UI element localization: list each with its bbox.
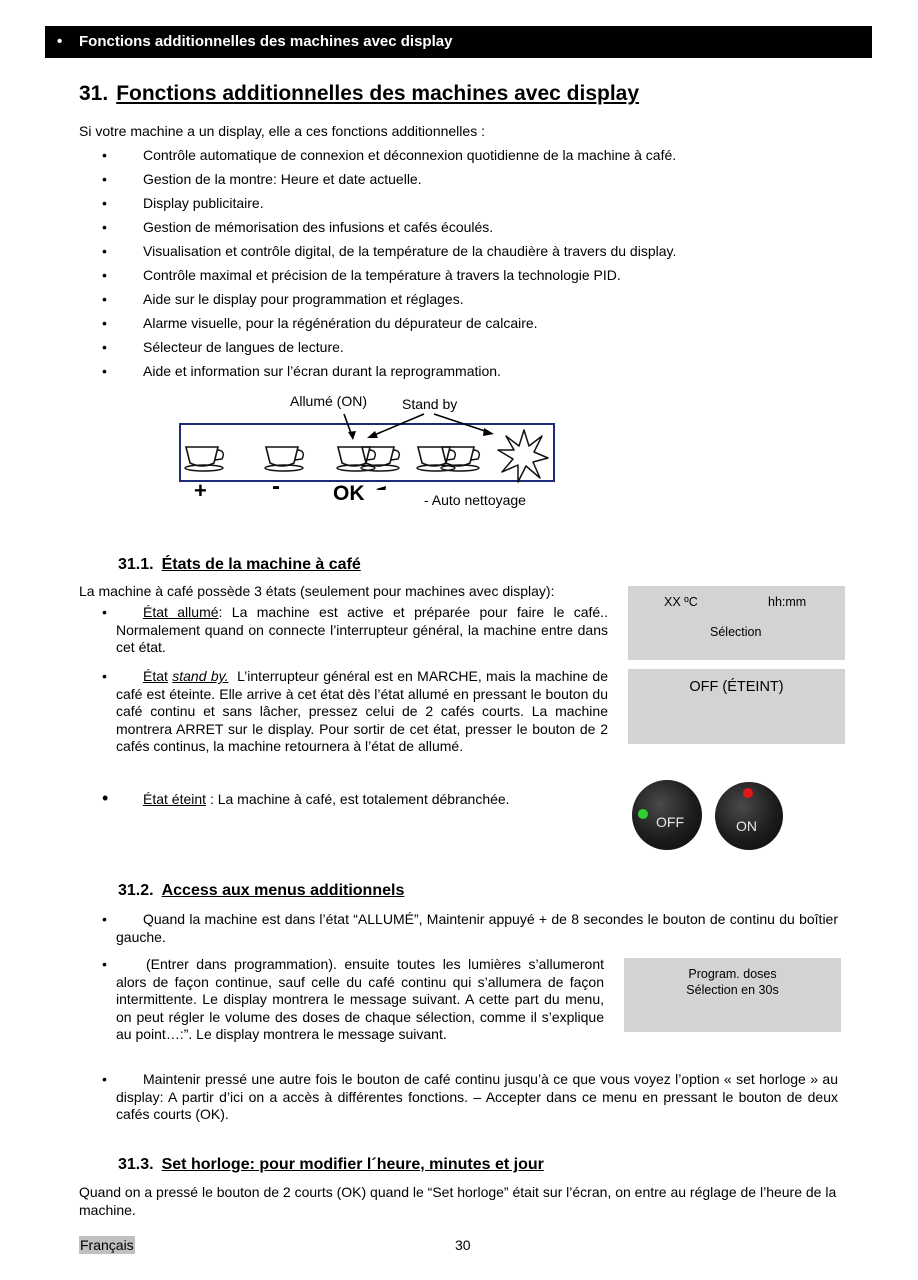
state-standby-prefix: État <box>143 668 168 684</box>
bullet: • <box>102 315 107 331</box>
section-311-intro: La machine à café possède 3 états (seulement pour machines avec display): <box>79 583 555 599</box>
bullet: • <box>102 956 107 972</box>
section-31-intro: Si votre machine a un display, elle a ces fonctions additionnelles : <box>79 123 485 139</box>
section-311-number: 31.1. <box>118 556 154 573</box>
display-off-text: OFF (ÉTEINT) <box>689 679 784 695</box>
section-311-title: États de la machine à café <box>161 556 361 573</box>
list-item-text: Gestion de mémorisation des infusions et cafés écoulés. <box>143 219 494 235</box>
bullet: • <box>102 195 107 211</box>
section-313-text: Quand on a pressé le bouton de 2 courts (OK) quand le “Set horloge” était sur l’écran, on entre au réglage de l’heure de la machine. <box>79 1184 837 1218</box>
section-311-heading <box>118 556 361 574</box>
arrow-standby-left <box>367 414 424 438</box>
bullet: • <box>102 291 107 307</box>
section-313-heading <box>118 1156 544 1174</box>
bullet: • <box>102 604 107 620</box>
knob-on-label: ON <box>736 818 757 834</box>
bullet: • <box>102 267 107 283</box>
single-cup-icon <box>265 447 303 471</box>
key-plus-label: + <box>194 478 207 503</box>
list-item-text: Aide et information sur l’écran durant la reprogrammation. <box>143 363 501 379</box>
feature-list <box>102 146 862 386</box>
list-item <box>102 290 862 314</box>
list-item <box>102 146 862 170</box>
section-312-title: Access aux menus additionnels <box>161 882 405 899</box>
label-on: Allumé (ON) <box>290 393 368 409</box>
list-item-text: Sélecteur de langues de lecture. <box>143 339 344 355</box>
display-line-2: Sélection en 30s <box>686 983 779 997</box>
key-ok-label: OK <box>333 482 365 505</box>
green-led-indicator <box>638 809 648 819</box>
list-item <box>102 170 862 194</box>
section-31-title: Fonctions additionnelles des machines avec display <box>116 82 640 105</box>
red-led-indicator <box>743 788 753 798</box>
bullet: • <box>102 147 107 163</box>
display-line-1: Program. doses <box>688 967 777 981</box>
state-standby-paragraph <box>116 668 608 756</box>
bullet: • <box>102 339 107 355</box>
single-cup-icon <box>185 447 223 471</box>
arrow-autoclean <box>376 486 422 490</box>
header-title: Fonctions additionnelles des machines avec display <box>79 33 453 50</box>
bullet: • <box>102 911 107 927</box>
display-off-state <box>628 669 845 744</box>
list-item-text: Display publicitaire. <box>143 195 264 211</box>
label-autoclean: - Auto nettoyage <box>424 492 526 508</box>
on-knob <box>715 782 783 850</box>
section-31-number: 31. <box>79 82 109 105</box>
state-off-text: : La machine à café, est totalement débranchée. <box>209 791 510 807</box>
list-item <box>102 218 862 242</box>
double-cup-icon <box>337 447 399 471</box>
list-item <box>102 266 862 290</box>
footer-language: Français <box>80 1237 134 1253</box>
key-minus-label: - <box>272 473 280 500</box>
arrow-standby-right <box>434 414 494 436</box>
display-time: hh:mm <box>768 595 807 609</box>
arrow-on <box>344 414 356 440</box>
section-313-number: 31.3. <box>118 1156 154 1173</box>
bullet: • <box>102 363 107 379</box>
state-standby-text: L’interrupteur général est en MARCHE, mais la machine de café est éteinte. Elle arrive à cet état dès l’état allumé en pressant le bouton du café continu et sans lâcher, pressez celui de 2 cafés courts. La machine montrera ARRET sur le display. Pour sortir de cet état, presser le bouton de 2 cafés continus, la machine retournera à l’état de allumé. <box>116 668 609 754</box>
state-standby-name: stand by. <box>172 668 229 684</box>
list-item-text: Contrôle automatique de connexion et déconnexion quotidienne de la machine à café. <box>143 147 677 163</box>
state-off-paragraph <box>143 791 510 807</box>
menu-step-2: (Entrer dans programmation). ensuite toutes les lumières s’allumeront alors de façon continue, sauf celle du café continu qui s’allumera de façon intermittente. Le display montrera le message suivant. A cette part du menu, on peut régler le volume des doses de chaque sélection, comme il s’explique au point…:”. Le display montrera le message suivant. <box>116 956 604 1042</box>
state-on-paragraph <box>116 604 608 657</box>
continuous-splash-icon <box>498 430 548 482</box>
bullet: • <box>102 1071 107 1087</box>
bullet: • <box>102 668 107 684</box>
list-item <box>102 194 862 218</box>
footer-page-number: 30 <box>455 1237 471 1253</box>
running-header <box>45 26 872 58</box>
bullet: • <box>102 219 107 235</box>
off-knob <box>632 780 702 850</box>
list-item <box>102 362 862 386</box>
section-31-heading <box>79 82 639 106</box>
list-item-text: Visualisation et contrôle digital, de la température de la chaudière à travers du display. <box>143 243 677 259</box>
list-item <box>102 242 862 266</box>
list-item <box>102 314 862 338</box>
bullet: • <box>102 243 107 259</box>
list-item <box>102 338 862 362</box>
section-312-number: 31.2. <box>118 882 154 899</box>
state-off-name: État éteint <box>143 791 207 807</box>
display-selection: Sélection <box>710 625 762 639</box>
list-item-text: Alarme visuelle, pour la régénération du dépurateur de calcaire. <box>143 315 538 331</box>
keypad-icons <box>170 400 570 490</box>
state-on-text: : La machine est active et préparée pour faire le café.. Normalement quand on connecte l’interrupteur général, la machine entre dans cet état. <box>116 604 608 655</box>
label-standby: Stand by <box>402 396 458 412</box>
display-temperature: XX ºC <box>664 595 698 609</box>
menu-step-3: Maintenir pressé une autre fois le bouton de café continu jusqu’à ce que vous voyez l’option « set horloge » au display: A partir d’ici on a accès à différentes fonctions. – Accepter dans ce menu en pressant le bouton de deux cafés courts (OK). <box>116 1071 838 1122</box>
bullet: • <box>102 171 107 187</box>
list-item-text: Contrôle maximal et précision de la température à travers la technologie PID. <box>143 267 621 283</box>
list-item-text: Gestion de la montre: Heure et date actuelle. <box>143 171 422 187</box>
header-bullet: • <box>57 33 63 50</box>
display-on-state <box>628 586 845 660</box>
display-program-doses <box>624 958 841 1032</box>
state-on-name: État allumé <box>143 604 219 620</box>
bullet: • <box>102 788 109 808</box>
section-312-heading <box>118 882 404 900</box>
knob-off-label: OFF <box>656 814 684 830</box>
menu-step-1: Quand la machine est dans l’état “ALLUMÉ”, Maintenir appuyé + de 8 secondes le bouton de continu du boîtier gauche. <box>116 911 838 945</box>
section-313-title: Set horloge: pour modifier l´heure, minutes et jour <box>161 1156 544 1173</box>
list-item-text: Aide sur le display pour programmation et réglages. <box>143 291 464 307</box>
double-cup-icon <box>417 447 479 471</box>
